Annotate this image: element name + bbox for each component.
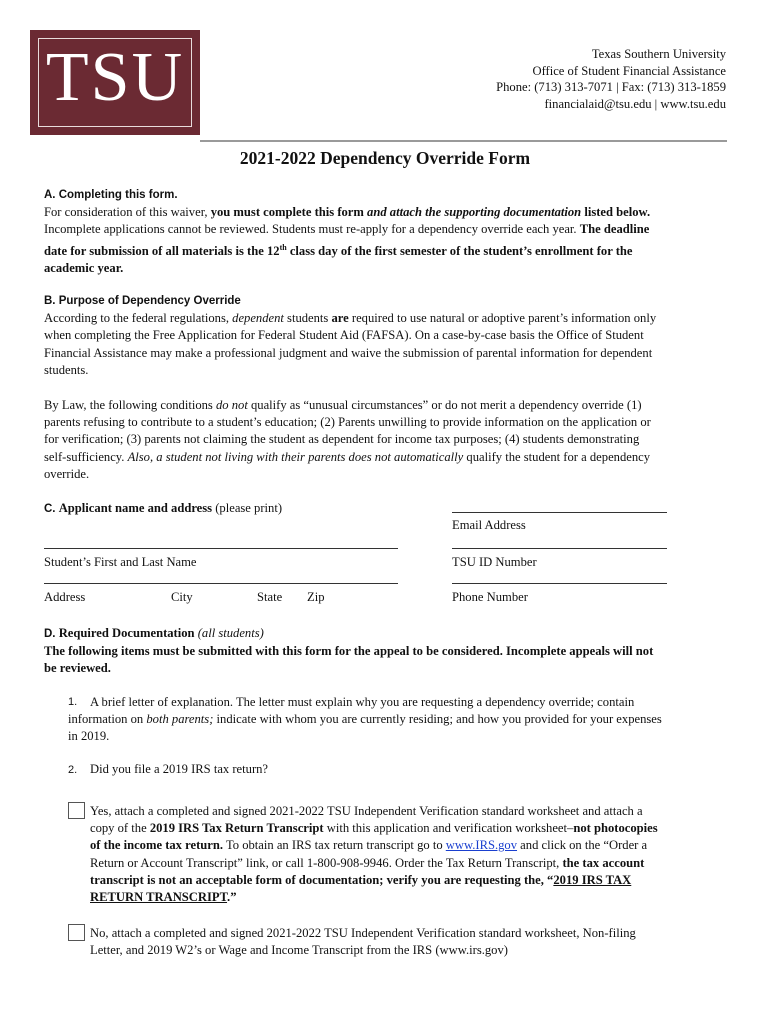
contact-line: financialaid@tsu.edu | www.tsu.edu — [544, 96, 726, 111]
section-b-line: students. — [44, 362, 89, 377]
phone-field-line[interactable] — [452, 583, 667, 584]
contact-line: Office of Student Financial Assistance — [532, 63, 726, 78]
section-d-line: be reviewed. — [44, 661, 111, 676]
tsu-id-label: TSU ID Number — [452, 555, 537, 569]
yes-option-text — [90, 803, 730, 906]
yes-line: Return or Account Transcript” link, or call 1-800-908-9946. Order the Tax Return Transcript, the tax account — [90, 855, 645, 870]
section-b-line: self-sufficiency. Also, a student not living with their parents does not automatically qualify the student for a dependency — [44, 449, 651, 464]
section-a-line: academic year. — [44, 261, 124, 275]
yes-line: of the income tax return. To obtain an IRS tax return transcript go to www.IRS.gov and click on the “Order a — [90, 838, 648, 853]
section-d — [44, 625, 724, 678]
form-title: 2021-2022 Dependency Override Form — [239, 148, 531, 168]
section-d-heading: D. Required Documentation (all students) — [44, 626, 264, 640]
section-b-line: According to the federal regulations, dependent students are required to use natural or adoptive parent’s information only — [44, 311, 657, 326]
item-1-number: 1. — [68, 696, 78, 708]
item-1 — [68, 694, 728, 746]
contact-line: Texas Southern University — [591, 47, 726, 61]
irs-gov-link[interactable]: www.IRS.gov — [445, 838, 518, 853]
section-b-line: Financial Assistance may make a professional judgment and waive the submission of parental information for dependent — [44, 345, 653, 360]
address-field-line[interactable] — [44, 583, 398, 584]
item-2-number: 2. — [68, 764, 78, 776]
phone-label: Phone Number — [452, 590, 528, 604]
student-name-label: Student’s First and Last Name — [44, 555, 197, 569]
yes-line: copy of the 2019 IRS Tax Return Transcript with this application and verification worksheet–not photocopies — [90, 821, 658, 836]
yes-line: transcript is not an acceptable form of documentation; verify you are requesting the, “2019 IRS TAX — [90, 872, 632, 887]
address-label: Address — [44, 590, 86, 604]
section-b-paragraph-2 — [44, 397, 724, 483]
section-a — [44, 186, 724, 277]
item-2-question: Did you file a 2019 IRS tax return? — [90, 762, 269, 776]
yes-line: RETURN TRANSCRIPT.” — [90, 890, 237, 905]
section-a-line: For consideration of this waiver, you must complete this form and attach the supporting documentation listed below. — [44, 205, 651, 220]
item-1-line: information on both parents; indicate with whom you are currently residing; and how you provided for your expenses — [68, 712, 662, 727]
section-c-heading: C. Applicant name and address (please print) — [44, 501, 283, 515]
item-1-line: A brief letter of explanation. The letter must explain why you are requesting a dependency override; contain — [90, 695, 635, 709]
item-1-line: in 2019. — [68, 729, 110, 744]
no-option-text — [90, 925, 730, 959]
state-label: State — [257, 590, 283, 604]
city-label: City — [171, 590, 193, 604]
no-checkbox[interactable] — [68, 924, 85, 941]
tsu-logo — [30, 30, 200, 135]
section-b — [44, 292, 724, 379]
student-name-field-line[interactable] — [44, 548, 398, 549]
section-b-line: override. — [44, 466, 90, 481]
section-b-line: parents refusing to contribute to a student’s education; (2) Parents unwilling to provide information on the application or — [44, 415, 651, 430]
contact-block — [496, 46, 726, 112]
no-line: Letter, and 2019 W2’s or Wage and Income Transcript from the IRS (www.irs.gov) — [90, 943, 508, 958]
section-b-line: By Law, the following conditions do not qualify as “unusual circumstances” or do not merit a dependency override (1) — [44, 398, 642, 412]
yes-line: Yes, attach a completed and signed 2021-2022 TSU Independent Verification standard worksheet and attach a — [90, 804, 643, 818]
no-line: No, attach a completed and signed 2021-2022 TSU Independent Verification standard worksheet, Non-filing — [90, 926, 636, 940]
email-field-line[interactable] — [452, 512, 667, 513]
yes-checkbox[interactable] — [68, 802, 85, 819]
contact-line: Phone: (713) 313-7071 | Fax: (713) 313-1859 — [496, 80, 726, 94]
section-b-line: when completing the Free Application for Federal Student Aid (FAFSA). On a case-by-case basis the Office of Student — [44, 328, 644, 343]
section-a-line: date for submission of all materials is the 12th class day of the first semester of the student’s enrollment for the — [44, 242, 633, 258]
zip-label: Zip — [307, 590, 325, 604]
section-b-line: for verification; (3) parents not claiming the student as dependent for income tax purposes; (4) students demonstrating — [44, 432, 640, 447]
section-a-line: Incomplete applications cannot be reviewed. Students must re-apply for a dependency override each year. The deadline — [44, 222, 650, 237]
tsu-id-field-line[interactable] — [452, 548, 667, 549]
logo-text: TSU — [45, 39, 185, 116]
section-a-heading: A. Completing this form. — [44, 189, 178, 201]
section-b-heading: B. Purpose of Dependency Override — [44, 295, 241, 307]
section-d-line: The following items must be submitted with this form for the appeal to be considered. Incomplete appeals will not — [44, 644, 654, 659]
email-label: Email Address — [452, 518, 526, 532]
header-divider — [200, 140, 727, 142]
